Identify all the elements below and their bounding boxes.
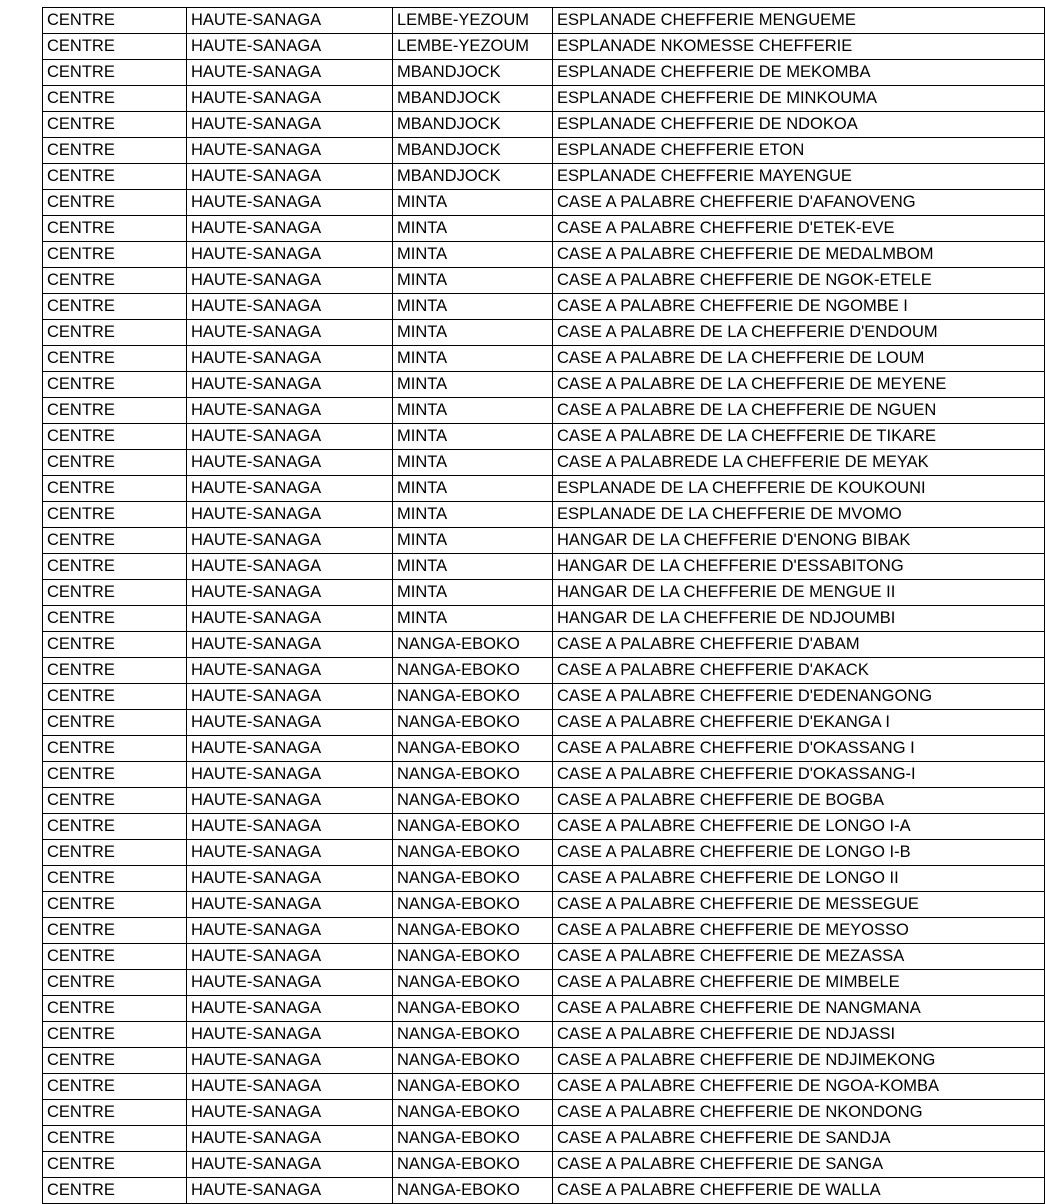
commune-cell: MINTA	[393, 606, 553, 632]
commune-cell: NANGA-EBOKO	[393, 788, 553, 814]
region-cell: CENTRE	[43, 216, 187, 242]
region-cell: CENTRE	[43, 814, 187, 840]
table-row	[43, 372, 1045, 398]
commune-cell: NANGA-EBOKO	[393, 866, 553, 892]
spreadsheet-page	[42, 7, 1044, 1204]
commune-cell: MINTA	[393, 372, 553, 398]
table-row	[43, 34, 1045, 60]
department-cell: HAUTE-SANAGA	[187, 1022, 393, 1048]
commune-cell: NANGA-EBOKO	[393, 658, 553, 684]
site-cell: CASE A PALABRE DE LA CHEFFERIE DE LOUM	[553, 346, 1045, 372]
site-cell: CASE A PALABRE CHEFFERIE DE NKONDONG	[553, 1100, 1045, 1126]
commune-cell: NANGA-EBOKO	[393, 996, 553, 1022]
commune-cell: NANGA-EBOKO	[393, 762, 553, 788]
table-row	[43, 840, 1045, 866]
commune-cell: NANGA-EBOKO	[393, 632, 553, 658]
table-row	[43, 424, 1045, 450]
department-cell: HAUTE-SANAGA	[187, 1074, 393, 1100]
region-cell: CENTRE	[43, 658, 187, 684]
department-cell: HAUTE-SANAGA	[187, 86, 393, 112]
table-row	[43, 268, 1045, 294]
commune-cell: NANGA-EBOKO	[393, 970, 553, 996]
commune-cell: MBANDJOCK	[393, 60, 553, 86]
table-row	[43, 190, 1045, 216]
department-cell: HAUTE-SANAGA	[187, 632, 393, 658]
department-cell: HAUTE-SANAGA	[187, 1100, 393, 1126]
region-cell: CENTRE	[43, 1126, 187, 1152]
department-cell: HAUTE-SANAGA	[187, 1126, 393, 1152]
department-cell: HAUTE-SANAGA	[187, 164, 393, 190]
department-cell: HAUTE-SANAGA	[187, 1152, 393, 1178]
table-row	[43, 970, 1045, 996]
site-cell: HANGAR DE LA CHEFFERIE DE NDJOUMBI	[553, 606, 1045, 632]
commune-cell: MBANDJOCK	[393, 86, 553, 112]
region-cell: CENTRE	[43, 736, 187, 762]
site-cell: CASE A PALABRE CHEFFERIE DE SANGA	[553, 1152, 1045, 1178]
region-cell: CENTRE	[43, 34, 187, 60]
table-row	[43, 892, 1045, 918]
region-cell: CENTRE	[43, 762, 187, 788]
commune-cell: MINTA	[393, 190, 553, 216]
region-cell: CENTRE	[43, 840, 187, 866]
department-cell: HAUTE-SANAGA	[187, 294, 393, 320]
commune-cell: LEMBE-YEZOUM	[393, 8, 553, 34]
table-row	[43, 632, 1045, 658]
department-cell: HAUTE-SANAGA	[187, 190, 393, 216]
commune-cell: MBANDJOCK	[393, 138, 553, 164]
region-cell: CENTRE	[43, 138, 187, 164]
commune-cell: NANGA-EBOKO	[393, 1022, 553, 1048]
commune-cell: MINTA	[393, 346, 553, 372]
site-cell: CASE A PALABRE CHEFFERIE D'OKASSANG I	[553, 736, 1045, 762]
site-cell: CASE A PALABRE CHEFFERIE DE LONGO I-A	[553, 814, 1045, 840]
department-cell: HAUTE-SANAGA	[187, 606, 393, 632]
department-cell: HAUTE-SANAGA	[187, 424, 393, 450]
site-cell: CASE A PALABRE CHEFFERIE DE LONGO II	[553, 866, 1045, 892]
site-cell: ESPLANADE NKOMESSE CHEFFERIE	[553, 34, 1045, 60]
region-cell: CENTRE	[43, 554, 187, 580]
site-cell: CASE A PALABRE CHEFFERIE DE BOGBA	[553, 788, 1045, 814]
site-cell: CASE A PALABREDE LA CHEFFERIE DE MEYAK	[553, 450, 1045, 476]
site-cell: CASE A PALABRE DE LA CHEFFERIE DE TIKARE	[553, 424, 1045, 450]
department-cell: HAUTE-SANAGA	[187, 320, 393, 346]
department-cell: HAUTE-SANAGA	[187, 944, 393, 970]
region-cell: CENTRE	[43, 502, 187, 528]
site-cell: HANGAR DE LA CHEFFERIE D'ENONG BIBAK	[553, 528, 1045, 554]
site-cell: CASE A PALABRE CHEFFERIE D'ABAM	[553, 632, 1045, 658]
department-cell: HAUTE-SANAGA	[187, 268, 393, 294]
commune-cell: NANGA-EBOKO	[393, 1126, 553, 1152]
department-cell: HAUTE-SANAGA	[187, 658, 393, 684]
commune-cell: NANGA-EBOKO	[393, 840, 553, 866]
department-cell: HAUTE-SANAGA	[187, 34, 393, 60]
commune-cell: LEMBE-YEZOUM	[393, 34, 553, 60]
commune-cell: NANGA-EBOKO	[393, 918, 553, 944]
region-cell: CENTRE	[43, 242, 187, 268]
region-cell: CENTRE	[43, 996, 187, 1022]
table-row	[43, 1126, 1045, 1152]
commune-cell: MINTA	[393, 528, 553, 554]
department-cell: HAUTE-SANAGA	[187, 996, 393, 1022]
department-cell: HAUTE-SANAGA	[187, 112, 393, 138]
table-row	[43, 398, 1045, 424]
commune-cell: MBANDJOCK	[393, 112, 553, 138]
commune-cell: MBANDJOCK	[393, 164, 553, 190]
site-cell: CASE A PALABRE CHEFFERIE D'EKANGA I	[553, 710, 1045, 736]
region-cell: CENTRE	[43, 788, 187, 814]
site-cell: CASE A PALABRE CHEFFERIE D'ETEK-EVE	[553, 216, 1045, 242]
commune-cell: MINTA	[393, 398, 553, 424]
department-cell: HAUTE-SANAGA	[187, 346, 393, 372]
table-row	[43, 1152, 1045, 1178]
site-cell: ESPLANADE CHEFFERIE MENGUEME	[553, 8, 1045, 34]
site-cell: CASE A PALABRE CHEFFERIE DE WALLA	[553, 1178, 1045, 1204]
commune-cell: MINTA	[393, 476, 553, 502]
table-row	[43, 138, 1045, 164]
department-cell: HAUTE-SANAGA	[187, 554, 393, 580]
commune-cell: NANGA-EBOKO	[393, 684, 553, 710]
table-row	[43, 60, 1045, 86]
commune-cell: MINTA	[393, 424, 553, 450]
site-cell: CASE A PALABRE CHEFFERIE DE NGOA-KOMBA	[553, 1074, 1045, 1100]
department-cell: HAUTE-SANAGA	[187, 892, 393, 918]
commune-cell: MINTA	[393, 554, 553, 580]
site-cell: CASE A PALABRE CHEFFERIE DE MEDALMBOM	[553, 242, 1045, 268]
region-cell: CENTRE	[43, 60, 187, 86]
table-row	[43, 554, 1045, 580]
site-cell: HANGAR DE LA CHEFFERIE D'ESSABITONG	[553, 554, 1045, 580]
department-cell: HAUTE-SANAGA	[187, 398, 393, 424]
table-row	[43, 996, 1045, 1022]
region-cell: CENTRE	[43, 294, 187, 320]
department-cell: HAUTE-SANAGA	[187, 476, 393, 502]
region-cell: CENTRE	[43, 1178, 187, 1204]
site-cell: CASE A PALABRE CHEFFERIE DE NDJASSI	[553, 1022, 1045, 1048]
table-row	[43, 866, 1045, 892]
department-cell: HAUTE-SANAGA	[187, 60, 393, 86]
region-cell: CENTRE	[43, 580, 187, 606]
department-cell: HAUTE-SANAGA	[187, 736, 393, 762]
table-body	[43, 8, 1045, 1204]
department-cell: HAUTE-SANAGA	[187, 866, 393, 892]
commune-cell: NANGA-EBOKO	[393, 736, 553, 762]
table-row	[43, 606, 1045, 632]
commune-cell: NANGA-EBOKO	[393, 944, 553, 970]
region-cell: CENTRE	[43, 1022, 187, 1048]
region-cell: CENTRE	[43, 528, 187, 554]
site-cell: CASE A PALABRE CHEFFERIE DE MEYOSSO	[553, 918, 1045, 944]
table-row	[43, 346, 1045, 372]
region-cell: CENTRE	[43, 606, 187, 632]
department-cell: HAUTE-SANAGA	[187, 762, 393, 788]
site-cell: CASE A PALABRE CHEFFERIE DE NGOK-ETELE	[553, 268, 1045, 294]
region-cell: CENTRE	[43, 944, 187, 970]
commune-cell: NANGA-EBOKO	[393, 1100, 553, 1126]
department-cell: HAUTE-SANAGA	[187, 8, 393, 34]
commune-cell: MINTA	[393, 216, 553, 242]
site-cell: CASE A PALABRE CHEFFERIE DE LONGO I-B	[553, 840, 1045, 866]
site-cell: ESPLANADE CHEFFERIE DE MEKOMBA	[553, 60, 1045, 86]
table-row	[43, 8, 1045, 34]
region-cell: CENTRE	[43, 8, 187, 34]
department-cell: HAUTE-SANAGA	[187, 372, 393, 398]
table-row	[43, 294, 1045, 320]
department-cell: HAUTE-SANAGA	[187, 918, 393, 944]
region-cell: CENTRE	[43, 632, 187, 658]
table-row	[43, 320, 1045, 346]
region-cell: CENTRE	[43, 1074, 187, 1100]
region-cell: CENTRE	[43, 398, 187, 424]
table-row	[43, 164, 1045, 190]
commune-cell: NANGA-EBOKO	[393, 1048, 553, 1074]
site-cell: CASE A PALABRE CHEFFERIE D'OKASSANG-I	[553, 762, 1045, 788]
department-cell: HAUTE-SANAGA	[187, 710, 393, 736]
department-cell: HAUTE-SANAGA	[187, 242, 393, 268]
region-cell: CENTRE	[43, 970, 187, 996]
commune-cell: NANGA-EBOKO	[393, 892, 553, 918]
region-cell: CENTRE	[43, 1100, 187, 1126]
department-cell: HAUTE-SANAGA	[187, 580, 393, 606]
site-cell: ESPLANADE CHEFFERIE DE NDOKOA	[553, 112, 1045, 138]
commune-cell: MINTA	[393, 242, 553, 268]
region-cell: CENTRE	[43, 1048, 187, 1074]
site-cell: CASE A PALABRE CHEFFERIE D'AFANOVENG	[553, 190, 1045, 216]
site-cell: CASE A PALABRE DE LA CHEFFERIE DE MEYENE	[553, 372, 1045, 398]
table-row	[43, 502, 1045, 528]
department-cell: HAUTE-SANAGA	[187, 502, 393, 528]
region-cell: CENTRE	[43, 866, 187, 892]
region-cell: CENTRE	[43, 112, 187, 138]
table-row	[43, 242, 1045, 268]
table-row	[43, 112, 1045, 138]
region-cell: CENTRE	[43, 320, 187, 346]
commune-cell: NANGA-EBOKO	[393, 1152, 553, 1178]
commune-cell: MINTA	[393, 502, 553, 528]
table-row	[43, 762, 1045, 788]
region-cell: CENTRE	[43, 190, 187, 216]
table-row	[43, 684, 1045, 710]
table-row	[43, 736, 1045, 762]
table-row	[43, 710, 1045, 736]
table-row	[43, 450, 1045, 476]
department-cell: HAUTE-SANAGA	[187, 814, 393, 840]
region-cell: CENTRE	[43, 86, 187, 112]
commune-cell: MINTA	[393, 450, 553, 476]
site-cell: ESPLANADE CHEFFERIE MAYENGUE	[553, 164, 1045, 190]
table-row	[43, 580, 1045, 606]
department-cell: HAUTE-SANAGA	[187, 684, 393, 710]
region-cell: CENTRE	[43, 450, 187, 476]
site-cell: ESPLANADE DE LA CHEFFERIE DE KOUKOUNI	[553, 476, 1045, 502]
department-cell: HAUTE-SANAGA	[187, 450, 393, 476]
site-cell: HANGAR DE LA CHEFFERIE DE MENGUE II	[553, 580, 1045, 606]
region-cell: CENTRE	[43, 372, 187, 398]
site-cell: ESPLANADE CHEFFERIE ETON	[553, 138, 1045, 164]
commune-cell: NANGA-EBOKO	[393, 814, 553, 840]
region-cell: CENTRE	[43, 892, 187, 918]
site-cell: CASE A PALABRE CHEFFERIE DE MEZASSA	[553, 944, 1045, 970]
table-row	[43, 476, 1045, 502]
department-cell: HAUTE-SANAGA	[187, 528, 393, 554]
region-cell: CENTRE	[43, 1152, 187, 1178]
table-row	[43, 788, 1045, 814]
site-cell: CASE A PALABRE CHEFFERIE DE MESSEGUE	[553, 892, 1045, 918]
site-cell: CASE A PALABRE CHEFFERIE DE NANGMANA	[553, 996, 1045, 1022]
site-cell: ESPLANADE DE LA CHEFFERIE DE MVOMO	[553, 502, 1045, 528]
table-row	[43, 658, 1045, 684]
table-row	[43, 814, 1045, 840]
commune-cell: NANGA-EBOKO	[393, 1074, 553, 1100]
table-row	[43, 216, 1045, 242]
site-cell: CASE A PALABRE DE LA CHEFFERIE DE NGUEN	[553, 398, 1045, 424]
site-cell: CASE A PALABRE CHEFFERIE DE NGOMBE I	[553, 294, 1045, 320]
region-cell: CENTRE	[43, 918, 187, 944]
commune-cell: NANGA-EBOKO	[393, 1178, 553, 1204]
department-cell: HAUTE-SANAGA	[187, 216, 393, 242]
region-cell: CENTRE	[43, 164, 187, 190]
commune-cell: MINTA	[393, 580, 553, 606]
commune-cell: MINTA	[393, 268, 553, 294]
table-row	[43, 918, 1045, 944]
region-cell: CENTRE	[43, 424, 187, 450]
table-row	[43, 86, 1045, 112]
region-cell: CENTRE	[43, 710, 187, 736]
region-cell: CENTRE	[43, 684, 187, 710]
commune-cell: MINTA	[393, 320, 553, 346]
locations-table	[42, 7, 1045, 1204]
department-cell: HAUTE-SANAGA	[187, 840, 393, 866]
site-cell: CASE A PALABRE CHEFFERIE D'EDENANGONG	[553, 684, 1045, 710]
table-row	[43, 528, 1045, 554]
site-cell: CASE A PALABRE DE LA CHEFFERIE D'ENDOUM	[553, 320, 1045, 346]
table-row	[43, 944, 1045, 970]
table-row	[43, 1048, 1045, 1074]
department-cell: HAUTE-SANAGA	[187, 138, 393, 164]
table-row	[43, 1022, 1045, 1048]
site-cell: CASE A PALABRE CHEFFERIE DE MIMBELE	[553, 970, 1045, 996]
site-cell: CASE A PALABRE CHEFFERIE D'AKACK	[553, 658, 1045, 684]
commune-cell: MINTA	[393, 294, 553, 320]
department-cell: HAUTE-SANAGA	[187, 1178, 393, 1204]
department-cell: HAUTE-SANAGA	[187, 1048, 393, 1074]
commune-cell: NANGA-EBOKO	[393, 710, 553, 736]
site-cell: CASE A PALABRE CHEFFERIE DE NDJIMEKONG	[553, 1048, 1045, 1074]
department-cell: HAUTE-SANAGA	[187, 788, 393, 814]
department-cell: HAUTE-SANAGA	[187, 970, 393, 996]
region-cell: CENTRE	[43, 476, 187, 502]
site-cell: ESPLANADE CHEFFERIE DE MINKOUMA	[553, 86, 1045, 112]
site-cell: CASE A PALABRE CHEFFERIE DE SANDJA	[553, 1126, 1045, 1152]
region-cell: CENTRE	[43, 346, 187, 372]
table-row	[43, 1100, 1045, 1126]
region-cell: CENTRE	[43, 268, 187, 294]
table-row	[43, 1074, 1045, 1100]
